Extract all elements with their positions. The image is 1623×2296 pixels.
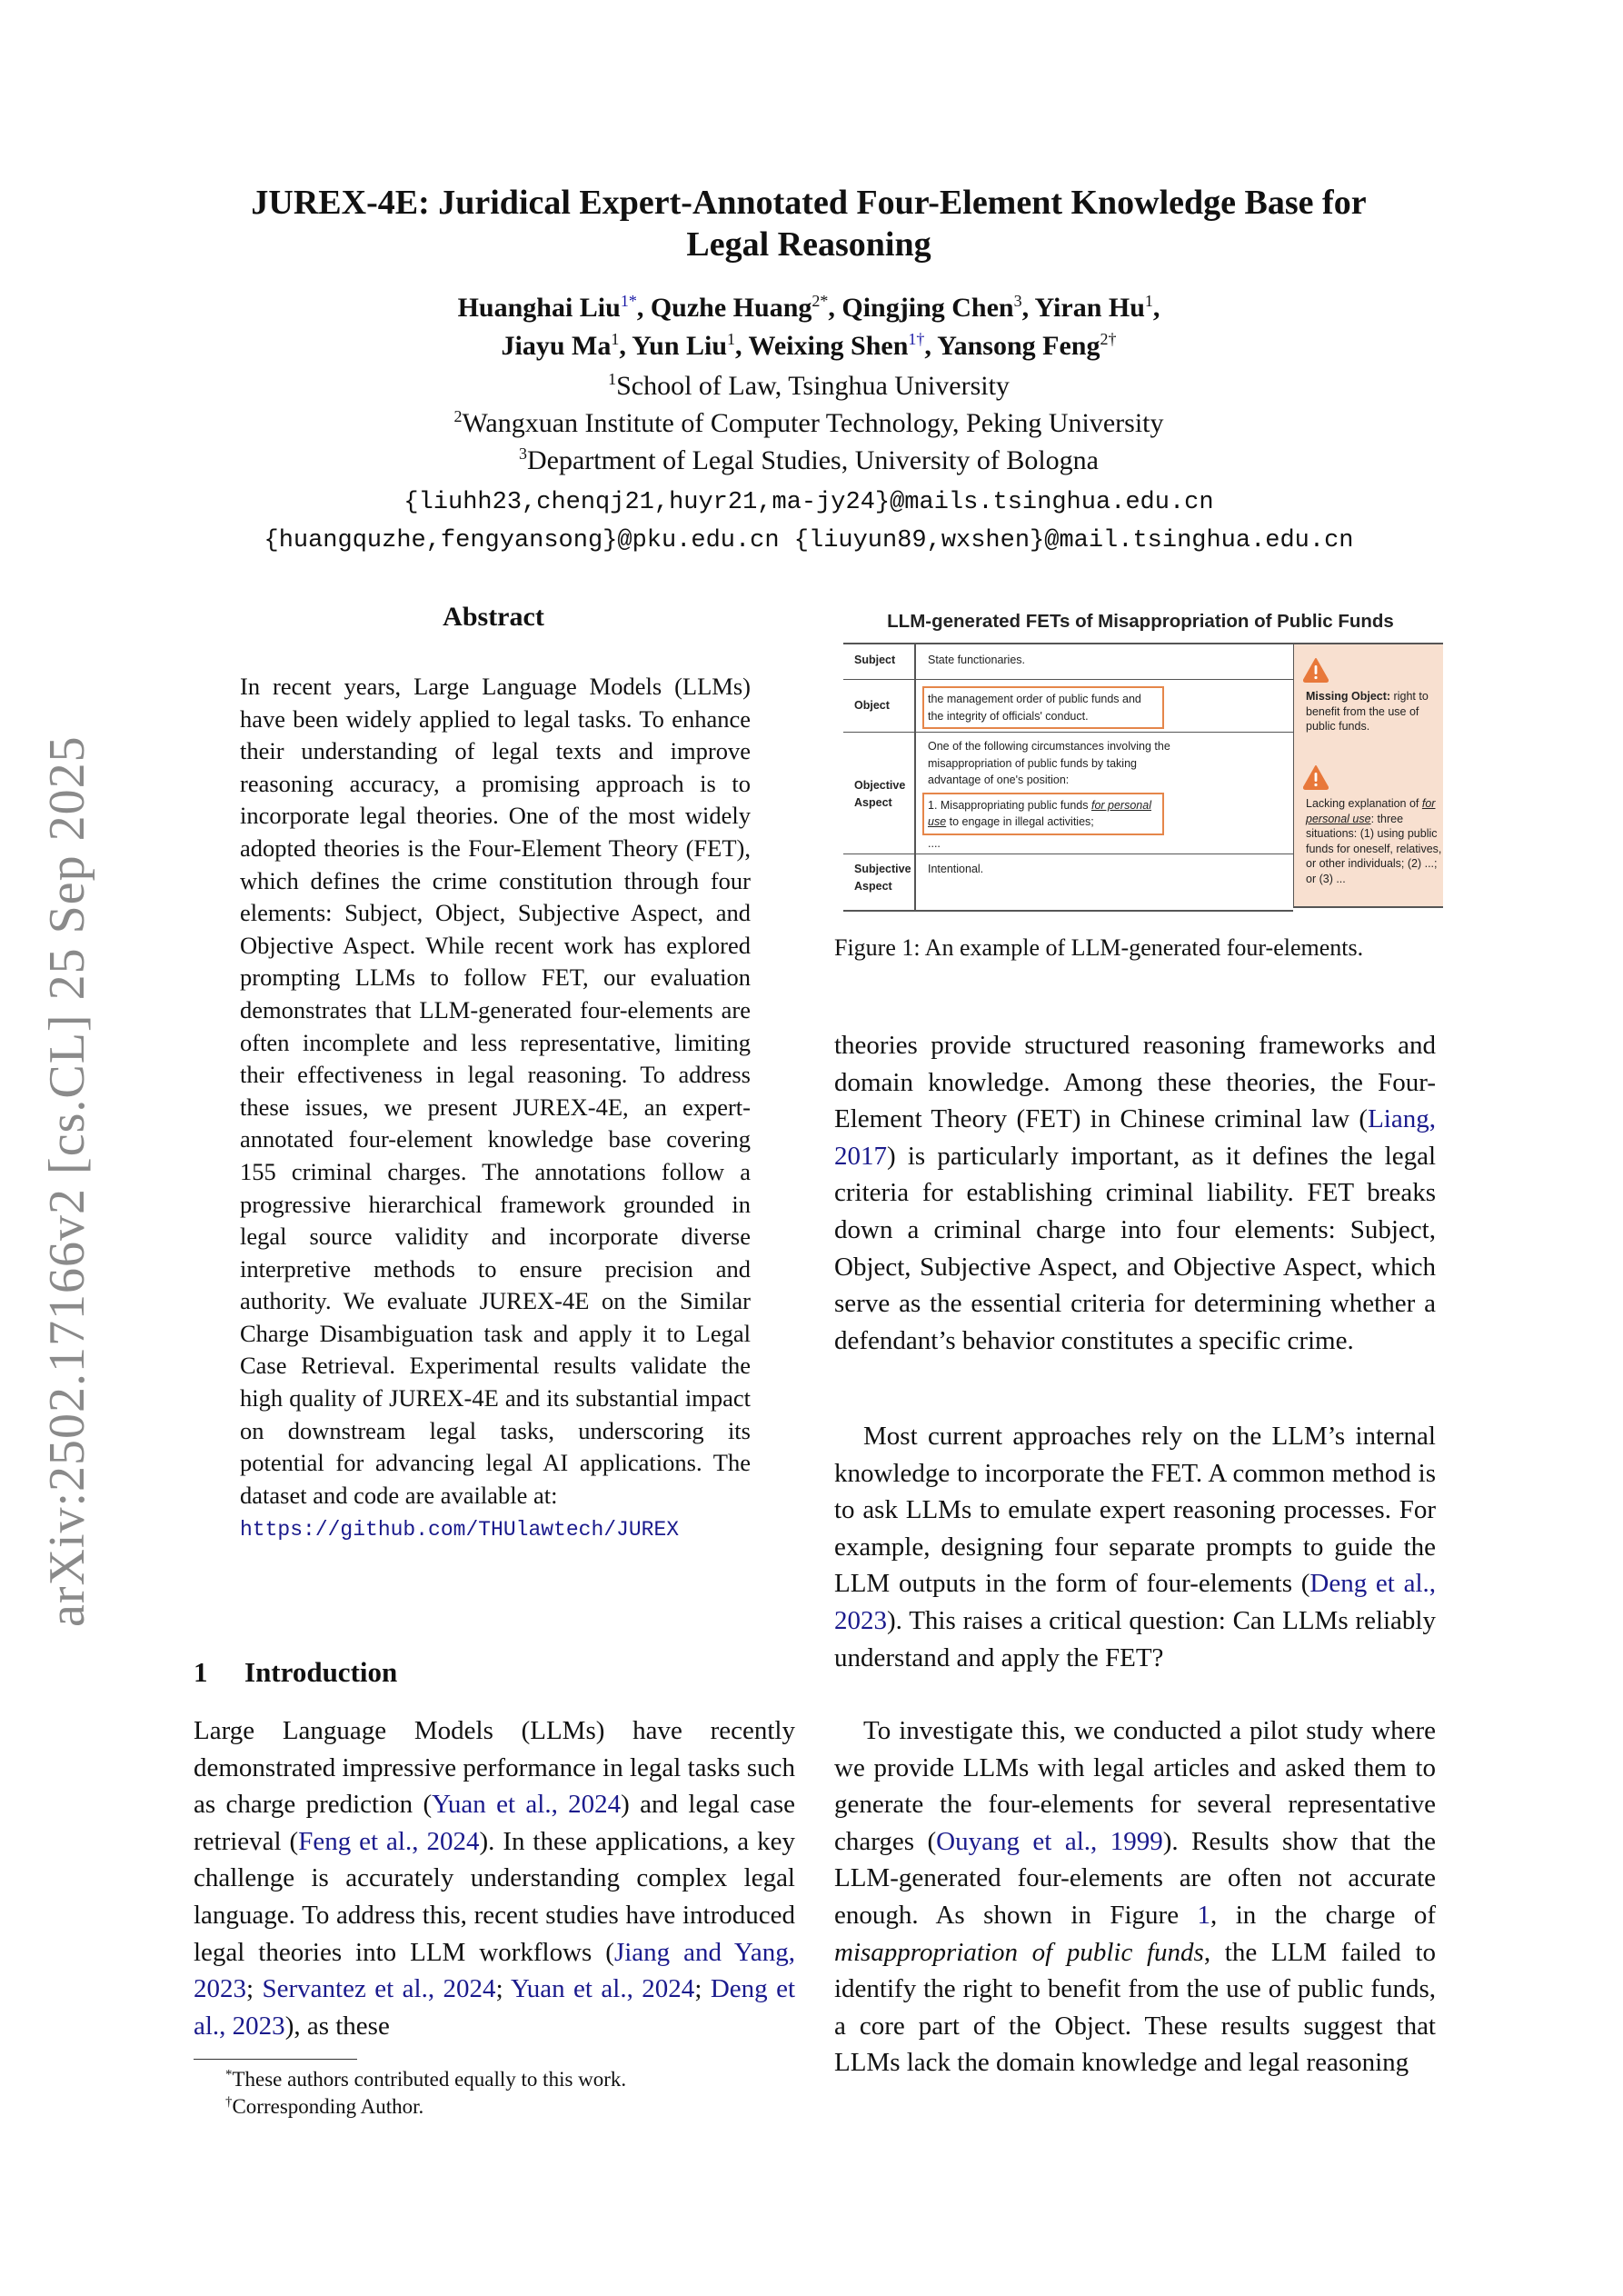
author-name: Qingjing Chen xyxy=(841,293,1014,323)
title-line-1: JUREX-4E: Juridical Expert-Annotated Four-Element Knowledge Base for xyxy=(251,184,1367,222)
author-mark: 1 xyxy=(611,330,620,348)
author-mark: 2† xyxy=(1100,330,1117,348)
right-paragraph-3: To investigate this, we conducted a pilot study where we provide LLMs with legal articles and asked them to generate the four-elements for several representative charges (Ouyang et al., 1999). Results show that the LLM-generated four-elements are often not accurate enough. As shown in Figure 1, in the charge of misappropriation of public funds, the LLM failed to identify the right to benefit from the use of public funds, a core part of the Object. These results suggest that LLMs lack the domain knowledge and legal reasoning xyxy=(834,1716,1437,2078)
footnote: †Corresponding Author. xyxy=(225,2094,424,2118)
footnotes xyxy=(225,2066,626,2121)
citation-link[interactable]: Ouyang et al., 1999 xyxy=(936,1826,1163,1856)
author-mark: 2* xyxy=(812,292,829,310)
email-line: {liuhh23,chenqj21,huyr21,ma-jy24}@mails.tsinghua.edu.cn xyxy=(403,489,1214,516)
table-row-object xyxy=(843,679,1293,733)
figure-reference-link[interactable]: 1 xyxy=(1197,1900,1211,1930)
highlighted-objective-box: 1. Misappropriating public funds for personal use to engage in illegal activities; xyxy=(922,793,1164,835)
affiliations xyxy=(136,367,1481,479)
row-text: State functionaries. xyxy=(928,654,1026,666)
author-list: Huanghai Liu$^{1*}$, Quzhe Huang$^{2*}$, Qingjing Chen$^3$, Yiran Hu$^1$, Jiayu Ma$^1$, Yun Liu$^1$, Weixing Shen$^{1\dagger}$, Yansong Feng$^{2\dagger}$ xyxy=(457,292,1160,361)
figure-title: LLM-generated FETs of Misappropriation of Public Funds xyxy=(887,611,1394,632)
author-mark[interactable]: 1† xyxy=(908,330,925,348)
author-mark: 1 xyxy=(1144,292,1153,310)
affiliation: $^2$Wangxuan Institute of Computer Technology, Peking University xyxy=(453,407,1164,438)
table-row-subject xyxy=(843,644,1293,680)
citation-link[interactable]: Servantez et al., 2024 xyxy=(262,1974,496,2004)
row-label: Subject xyxy=(854,654,896,666)
footnote: *These authors contributed equally to this work. xyxy=(225,2067,627,2091)
highlighted-object-box: the management order of public funds and the integrity of officials' conduct. xyxy=(922,686,1164,729)
paper-title xyxy=(136,182,1481,265)
figure-caption: Figure 1: An example of LLM-generated four-elements. xyxy=(834,934,1364,961)
introduction-paragraph: Large Language Models (LLMs) have recently demonstrated impressive performance in legal tasks such as charge prediction (Yuan et al., 2024) and legal case retrieval (Feng et al., 2024). In these applications, a key challenge is accurately understanding complex legal language. To address this, recent studies have introduced legal theories into LLM workflows (Jiang and Yang, 2023; Servantez et al., 2024; Yuan et al., 2024; Deng et al., 2023), as these xyxy=(194,1716,796,2041)
title-line-2: Legal Reasoning xyxy=(686,225,931,264)
missing-object-note: Missing Object: right to benefit from the use of public funds. xyxy=(1306,690,1429,733)
row-label: Objective Aspect xyxy=(854,779,906,809)
abstract-heading: Abstract xyxy=(443,602,544,632)
citation-link[interactable]: Liang, 2017 xyxy=(834,1104,1436,1171)
author-name: Huanghai Liu xyxy=(457,293,621,323)
citation-link[interactable]: Feng et al., 2024 xyxy=(298,1826,480,1856)
row-text: One of the following circumstances involving the misappropriation of public funds by taking advantage of one's position: xyxy=(928,740,1170,786)
row-text: Intentional. xyxy=(928,863,984,875)
right-paragraph-1: theories provide structured reasoning frameworks and domain knowledge. Among these theories, the Four-Element Theory (FET) in Chinese criminal law (Liang, 2017) is particularly important, as it defines the legal criteria for establishing criminal liability. FET breaks down a criminal charge into four elements: Subject, Object, Subjective Aspect, and Objective Aspect, which serve as the essential criteria for determining whether a defendant’s behavior constitutes a specific crime. xyxy=(834,1031,1436,1355)
author-name: Weixing Shen xyxy=(748,331,909,361)
citation-link[interactable]: Deng et al., 2023 xyxy=(834,1569,1437,1635)
lacking-explanation-note: Lacking explanation of for personal use: three situations: (1) using public funds for oneself, relatives, or other individuals; (2) ...; or (3) ... xyxy=(1306,797,1442,885)
email-line: {huangquzhe,fengyansong}@pku.edu.cn {liuyun89,wxshen}@mail.tsinghua.edu.cn xyxy=(264,527,1354,554)
citation-link[interactable]: Jiang and Yang, 2023 xyxy=(194,1937,796,2004)
affiliation: $^3$Department of Legal Studies, University of Bologna xyxy=(518,444,1100,475)
table-row-objective-aspect: Objective Aspect One of the following circumstances involving the misappropriation of public funds by taking advantage of one's position: 1. Misappropriating public funds for personal use to engage in illegal activities; .... xyxy=(843,732,1293,854)
author-emails xyxy=(136,484,1481,560)
abstract-text: In recent years, Large Language Models (LLMs) have been widely applied to legal tasks. To enhance their understanding of legal texts and improve reasoning accuracy, a promising approach is to incorporate legal theories. One of the most widely adopted theories is the Four-Element Theory (FET), which defines the crime constitution through four elements: Subject, Object, Subjective Aspect, and Objective Aspect. While recent work has explored prompting LLMs to follow FET, our evaluation demonstrates that LLM-generated four-elements are often incomplete and less representative, limiting their effectiveness in legal reasoning. To address these issues, we present JUREX-4E, an expert-annotated four-element knowledge base covering 155 criminal charges. The annotations follow a progressive hierarchical framework grounded in legal source validity and incorporate diverse interpretive methods to ensure precision and authority. We evaluate JUREX-4E on the Similar Charge Disambiguation task and apply it to Legal Case Retrieval. Experimental results validate the high quality of JUREX-4E and its substantial impact on downstream legal tasks, underscoring its potential for advancing legal AI applications. The dataset and code are available at: https://github.com/THUlawtech/JUREX xyxy=(240,673,751,1542)
section-heading-introduction: 1 Introduction xyxy=(194,1656,398,1688)
author-name: Yiran Hu xyxy=(1034,293,1145,323)
row-label: Object xyxy=(854,699,890,712)
author-name: Yun Liu xyxy=(632,331,728,361)
warning-icon xyxy=(1303,764,1329,790)
author-name: Quzhe Huang xyxy=(650,293,812,323)
github-link[interactable]: https://github.com/THUlawtech/JUREX xyxy=(240,1518,680,1542)
citation-link[interactable]: Yuan et al., 2024 xyxy=(511,1974,695,2004)
author-mark: 3 xyxy=(1013,292,1022,310)
affiliation: $^1$School of Law, Tsinghua University xyxy=(608,370,1010,401)
four-element-table xyxy=(843,643,1293,912)
author-mark: 1 xyxy=(727,330,736,348)
right-paragraph-2: Most current approaches rely on the LLM’s internal knowledge to incorporate the FET. A common method is to ask LLMs to emulate expert reasoning processes. For example, designing four separate prompts to guide the LLM outputs in the form of four-elements (Deng et al., 2023). This raises a critical question: Can LLMs reliably understand and apply the FET? xyxy=(834,1422,1437,1672)
table-row-subjective-aspect xyxy=(843,854,1293,908)
row-label: Subjective Aspect xyxy=(854,863,911,893)
warning-icon xyxy=(1303,657,1329,683)
footnote-divider xyxy=(194,2059,357,2060)
author-mark[interactable]: 1* xyxy=(620,292,637,310)
annotation-panel xyxy=(1293,643,1443,908)
citation-link[interactable]: Yuan et al., 2024 xyxy=(432,1790,622,1820)
author-name: Jiayu Ma xyxy=(501,331,612,361)
arxiv-identifier-stamp: arXiv:2502.17166v2 [cs.CL] 25 Sep 2025 xyxy=(39,735,95,1627)
citation-link[interactable]: Deng et al., 2023 xyxy=(194,1974,796,2041)
figure-1 xyxy=(841,600,1449,911)
author-name: Yansong Feng xyxy=(937,331,1100,361)
